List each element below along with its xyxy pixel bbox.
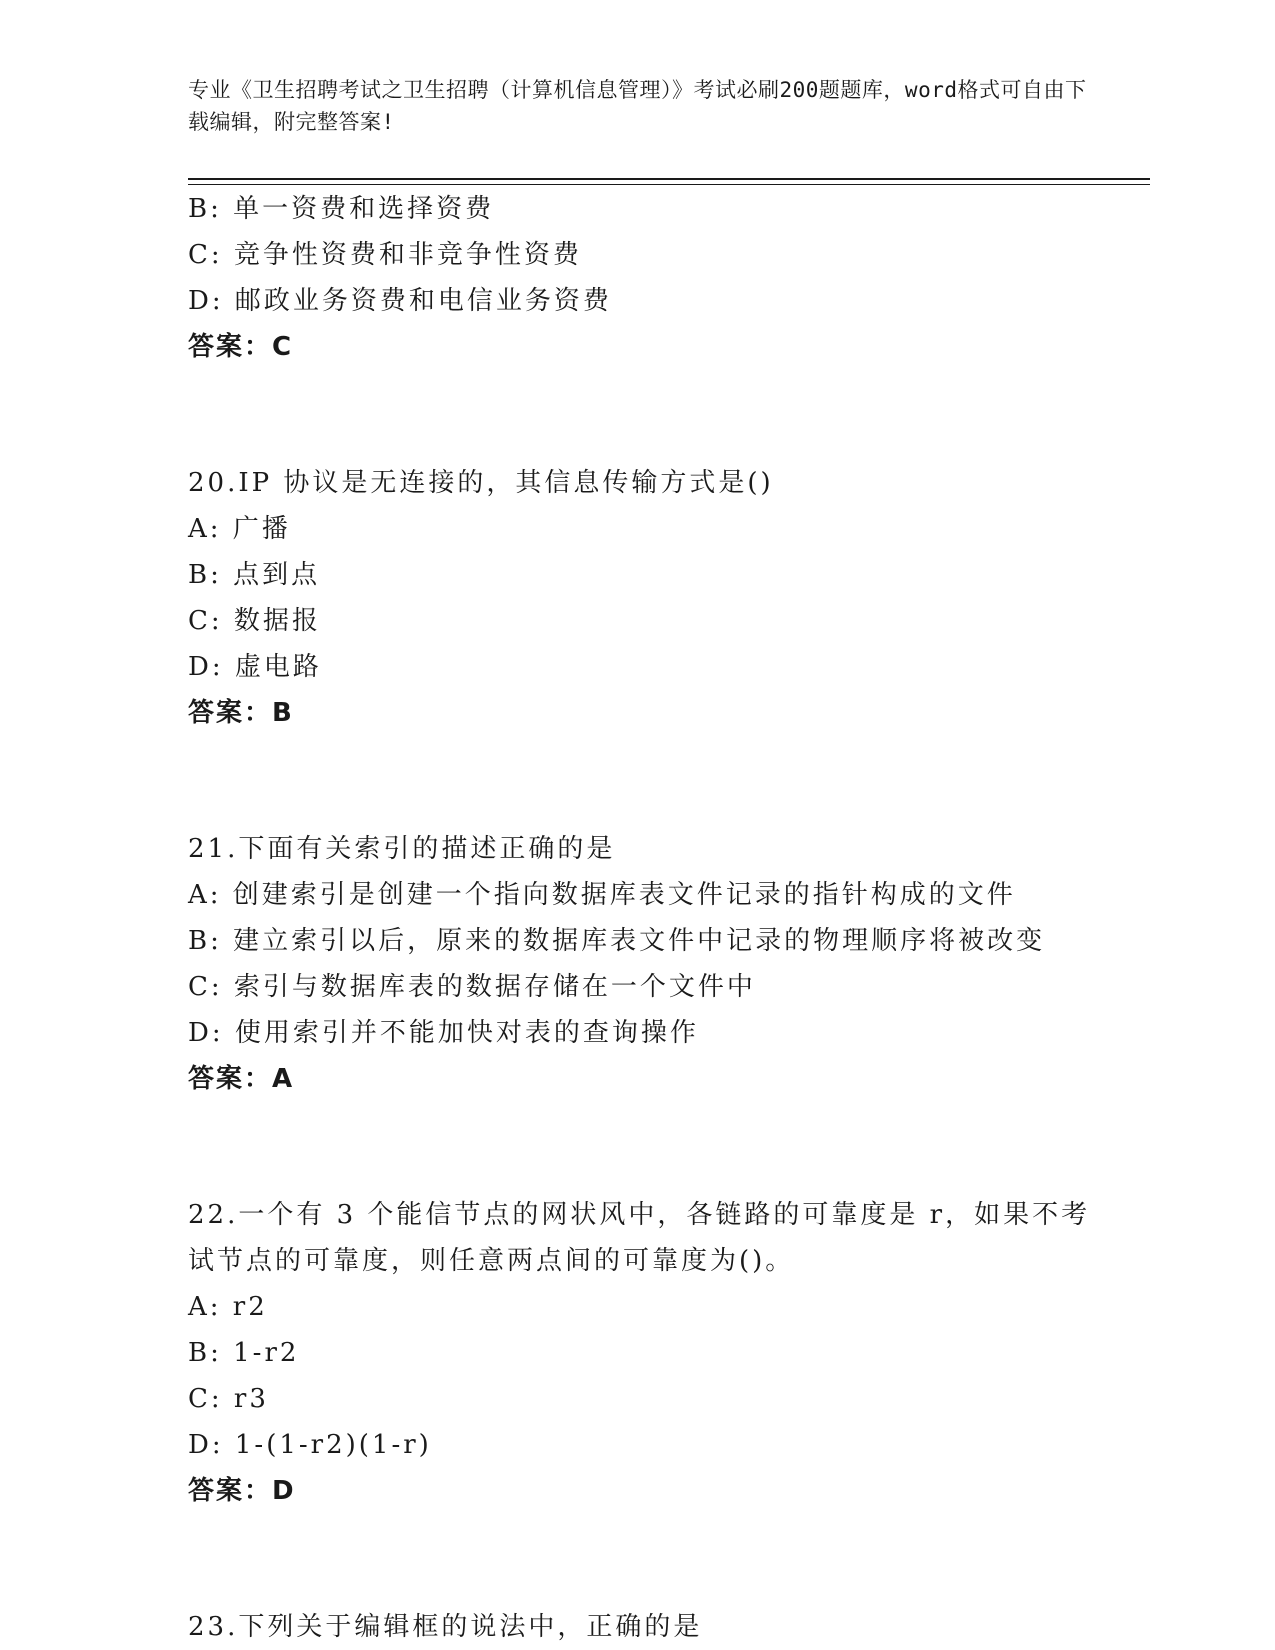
question-list — [188, 186, 1148, 1650]
option-c: C: 数据报 — [188, 606, 321, 636]
spacer — [188, 736, 1148, 826]
question-22 — [188, 1192, 1148, 1514]
spacer — [188, 1102, 1148, 1192]
option-a: A: 广播 — [188, 514, 291, 544]
option-c: C: 竞争性资费和非竞争性资费 — [188, 240, 582, 270]
question-text-line-1: 22.一个有 3 个能信节点的网状风中，各链路的可靠度是 r，如果不考 — [188, 1200, 1091, 1230]
spacer — [188, 1514, 1148, 1604]
question-text: 23.下列关于编辑框的说法中，正确的是 — [188, 1612, 703, 1642]
option-d: D: 虚电路 — [188, 652, 322, 682]
question-19-fragment — [188, 186, 1148, 370]
option-b: B: 单一资费和选择资费 — [188, 194, 495, 224]
question-text: 20.IP 协议是无连接的，其信息传输方式是() — [188, 468, 774, 498]
document-header: 专业《卫生招聘考试之卫生招聘（计算机信息管理）》考试必刷200题题库，word格式可自由下载编辑，附完整答案! — [188, 78, 1087, 134]
option-a: A: r2 — [188, 1292, 268, 1322]
option-b: B: 点到点 — [188, 560, 321, 590]
answer-line: 答案：A — [188, 1064, 295, 1094]
option-b: B: 1-r2 — [188, 1338, 300, 1368]
option-c: C: r3 — [188, 1384, 269, 1414]
answer-line: 答案：B — [188, 698, 294, 728]
header-divider-thin — [188, 184, 1150, 185]
option-d: D: 1-(1-r2)(1-r) — [188, 1430, 432, 1460]
answer-line: 答案：C — [188, 332, 294, 362]
question-text-line-2: 试节点的可靠度，则任意两点间的可靠度为()。 — [188, 1246, 795, 1276]
option-d: D: 使用索引并不能加快对表的查询操作 — [188, 1018, 699, 1048]
option-a: A: 创建索引是创建一个指向数据库表文件记录的指针构成的文件 — [188, 880, 1016, 910]
spacer — [188, 370, 1148, 460]
option-b: B: 建立索引以后，原来的数据库表文件中记录的物理顺序将被改变 — [188, 926, 1046, 956]
option-c: C: 索引与数据库表的数据存储在一个文件中 — [188, 972, 756, 1002]
header-divider-thick — [188, 178, 1150, 180]
question-20 — [188, 460, 1148, 736]
question-23 — [188, 1604, 1148, 1650]
answer-line: 答案：D — [188, 1476, 296, 1506]
option-d: D: 邮政业务资费和电信业务资费 — [188, 286, 612, 316]
question-21 — [188, 826, 1148, 1102]
question-text: 21.下面有关索引的描述正确的是 — [188, 834, 616, 864]
